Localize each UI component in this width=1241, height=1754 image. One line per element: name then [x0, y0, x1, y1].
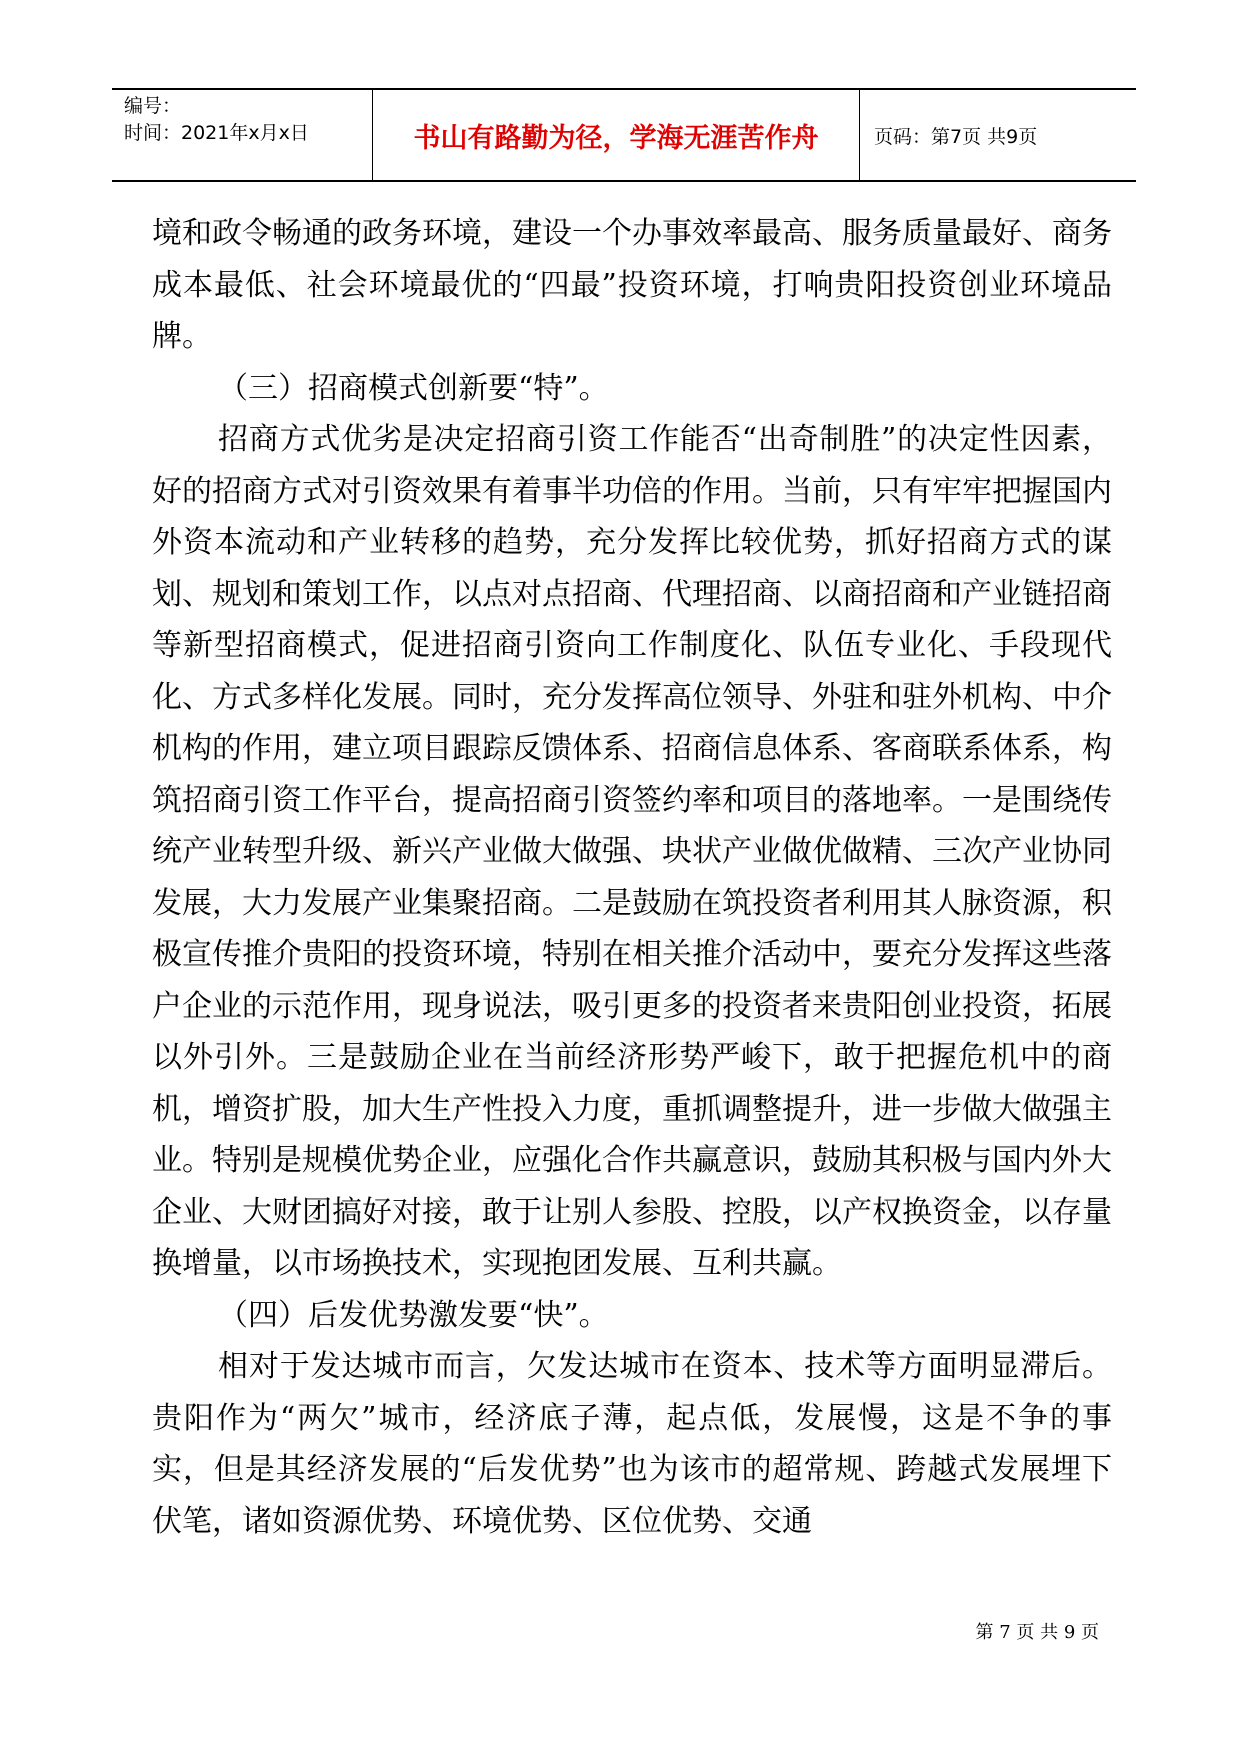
header-motto: 书山有路勤为径，学海无涯苦作舟 — [372, 90, 860, 180]
section-heading-4: （四）后发优势激发要“快”。 — [218, 1297, 609, 1333]
paragraph: 相对于发达城市而言，欠发达城市在资本、技术等方面明显滞后。贵阳作为“两欠”城市，经济底子薄，起点低，发展慢，这是不争的事实，但是其经济发展的“后发优势”也为该市的超常规、跨越式发展埋下伏笔，诸如资源优势、环境优势、区位优势、交通 — [152, 1349, 1112, 1539]
header-page-info: 页码：第7页 共9页 — [874, 125, 1038, 148]
page-header — [112, 88, 1136, 182]
paragraph-continuation: 境和政令畅通的政务环境，建设一个办事效率最高、服务质量最好、商务成本最低、社会环境最优的“四最”投资环境，打响贵阳投资创业环境品牌。 — [152, 216, 1112, 354]
header-meta — [112, 90, 372, 180]
document-body — [152, 208, 1112, 1547]
section-heading-3: （三）招商模式创新要“特”。 — [218, 370, 609, 406]
page-footer: 第 7 页 共 9 页 — [975, 1622, 1099, 1643]
document-number-label: 编号： — [124, 95, 182, 117]
document-time-label: 时间：2021年x月x日 — [124, 122, 309, 144]
paragraph: 招商方式优劣是决定招商引资工作能否“出奇制胜”的决定性因素，好的招商方式对引资效果有着事半功倍的作用。当前，只有牢牢把握国内外资本流动和产业转移的趋势，充分发挥比较优势，抓好招商方式的谋划、规划和策划工作，以点对点招商、代理招商、以商招商和产业链招商等新型招商模式，促进招商引资向工作制度化、队伍专业化、手段现代化、方式多样化发展。同时，充分发挥高位领导、外驻和驻外机构、中介机构的作用，建立项目跟踪反馈体系、招商信息体系、客商联系体系，构筑招商引资工作平台，提高招商引资签约率和项目的落地率。一是围绕传统产业转型升级、新兴产业做大做强、块状产业做优做精、三次产业协同发展，大力发展产业集聚招商。二是鼓励在筑投资者利用其人脉资源，积极宣传推介贵阳的投资环境，特别在相关推介活动中，要充分发挥这些落户企业的示范作用，现身说法，吸引更多的投资者来贵阳创业投资，拓展以外引外。三是鼓励企业在当前经济形势严峻下，敢于把握危机中的商机，增资扩股，加大生产性投入力度，重抓调整提升，进一步做大做强主业。特别是规模优势企业，应强化合作共赢意识，鼓励其积极与国内外大企业、大财团搞好对接，敢于让别人参股、控股，以产权换资金，以存量换增量，以市场换技术，实现抱团发展、互利共赢。 — [152, 422, 1112, 1281]
